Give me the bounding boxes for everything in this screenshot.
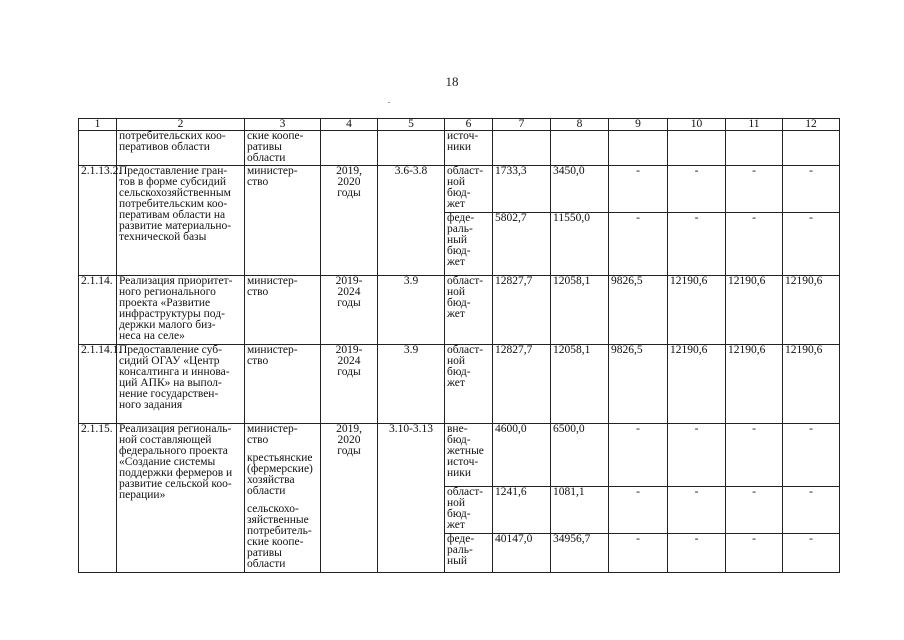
name-line: сидий ОГАУ «Центр: [119, 355, 220, 367]
source-line: жет: [447, 198, 465, 210]
executor-cell: [245, 166, 321, 276]
name-line: сельскохозяйственным: [119, 187, 231, 199]
value-cell: 4600,0: [493, 424, 551, 487]
name-line: «Создание системы: [119, 456, 216, 468]
name-line: Реализация приоритет-: [119, 275, 233, 287]
value-cell: -: [609, 424, 668, 487]
code-cell: 2.1.14.1.: [79, 345, 117, 424]
name-line: тов в форме субсидий: [119, 176, 227, 188]
name-line: ной составляющей: [119, 434, 212, 446]
name-line: потребительским коо-: [119, 198, 228, 210]
name-line: федерального проекта: [119, 445, 228, 457]
code-cell: 2.1.14.: [79, 276, 117, 345]
executor-line: ство: [247, 355, 269, 367]
name-line: инфраструктуры под-: [119, 308, 225, 320]
header-cell: 4: [321, 119, 378, 131]
source-line: бюд-: [447, 434, 471, 446]
source-line: ники: [447, 467, 472, 479]
name-line: неса на селе»: [119, 330, 185, 342]
years-line: 2019,: [336, 423, 362, 435]
value-cell: -: [609, 166, 668, 213]
name-line: развитие материально-: [119, 220, 232, 232]
value-cell: 34956,7: [551, 534, 609, 573]
source-line: ники: [447, 141, 472, 153]
value-cell: -: [783, 213, 840, 276]
name-line: развитие сельской коо-: [119, 478, 232, 490]
source-line: област-: [447, 275, 484, 287]
value-cell: -: [609, 534, 668, 573]
source-line: жетные: [447, 445, 484, 457]
executor-line: ские коопе-: [247, 536, 304, 548]
source-cell: [445, 487, 493, 534]
executor-line: министер-: [247, 344, 298, 356]
value-cell: 12827,7: [493, 276, 551, 345]
program-table: [78, 118, 840, 573]
source-line: ный: [447, 234, 468, 246]
value-cell: 9826,5: [609, 345, 668, 424]
name-line: проекта «Развитие: [119, 297, 211, 309]
source-line: област-: [447, 486, 484, 498]
name-line: держки малого биз-: [119, 319, 216, 331]
header-cell: 6: [445, 119, 493, 131]
value-cell: 12190,6: [783, 345, 840, 424]
value-cell: 12190,6: [726, 345, 783, 424]
value-cell: -: [783, 534, 840, 573]
executor-line: ские коопе-: [247, 130, 304, 142]
executor-line: министер-: [247, 275, 298, 287]
name-line: ного регионального: [119, 286, 216, 298]
indicator-cell: 3.9: [378, 345, 445, 424]
name-line: потребительских коо-: [119, 130, 226, 142]
years-line: годы: [337, 366, 361, 378]
name-cell: [117, 131, 245, 166]
table-row-continuation: [79, 131, 840, 166]
value-cell: 12190,6: [726, 276, 783, 345]
source-line: бюд-: [447, 508, 471, 520]
value-cell: -: [668, 166, 726, 213]
code-cell: [79, 131, 117, 166]
value-cell: [493, 131, 551, 166]
executor-line: сельскохо-: [247, 503, 299, 515]
executor-cell: [245, 276, 321, 345]
executor-line: ративы: [247, 547, 282, 559]
table-row-2-1-14-1: [79, 345, 840, 424]
source-line: раль-: [447, 223, 473, 235]
value-cell: -: [726, 213, 783, 276]
source-line: вне-: [447, 423, 468, 435]
executor-line: ративы: [247, 141, 282, 153]
value-cell: 12058,1: [551, 276, 609, 345]
executor-line: области: [247, 152, 286, 164]
name-line: поддержки фермеров и: [119, 467, 233, 479]
name-line: Предоставление гран-: [119, 165, 228, 177]
name-line: ного задания: [119, 399, 183, 411]
value-cell: -: [783, 487, 840, 534]
table-row-2-1-14: [79, 276, 840, 345]
name-cell: [117, 276, 245, 345]
years-cell: [321, 424, 378, 573]
executor-line: министер-: [247, 165, 298, 177]
executor-line: области: [247, 558, 286, 570]
source-line: бюд-: [447, 187, 471, 199]
source-cell: [445, 213, 493, 276]
years-line: 2020: [337, 434, 361, 446]
years-line: 2024: [337, 355, 361, 367]
source-line: жет: [447, 377, 465, 389]
value-cell: 12190,6: [783, 276, 840, 345]
executor-line: ство: [247, 434, 269, 446]
value-cell: 1733,3: [493, 166, 551, 213]
indicator-cell: 3.9: [378, 276, 445, 345]
value-cell: -: [609, 213, 668, 276]
value-cell: -: [668, 487, 726, 534]
source-cell: [445, 424, 493, 487]
value-cell: 5802,7: [493, 213, 551, 276]
source-line: жет: [447, 256, 465, 268]
value-cell: 12058,1: [551, 345, 609, 424]
source-line: жет: [447, 308, 465, 320]
header-cell: 1: [79, 119, 117, 131]
name-line: Реализация региональ-: [119, 423, 232, 435]
name-line: технической базы: [119, 231, 207, 243]
executor-cell: [245, 345, 321, 424]
executor-line: области: [247, 485, 286, 497]
source-line: источ-: [447, 456, 479, 468]
value-cell: 12190,6: [668, 345, 726, 424]
source-line: ной: [447, 286, 466, 298]
value-cell: [668, 131, 726, 166]
source-line: ный: [447, 555, 468, 567]
header-cell: 5: [378, 119, 445, 131]
value-cell: -: [609, 487, 668, 534]
value-cell: 1081,1: [551, 487, 609, 534]
indicator-cell: 3.6-3.8: [378, 166, 445, 276]
value-cell: -: [726, 424, 783, 487]
source-line: раль-: [447, 544, 473, 556]
header-cell: 8: [551, 119, 609, 131]
executor-cell: [245, 131, 321, 166]
years-line: годы: [337, 187, 361, 199]
value-cell: -: [726, 487, 783, 534]
name-line: ций АПК» на выпол-: [119, 377, 222, 389]
indicator-cell: [378, 131, 445, 166]
source-line: ной: [447, 497, 466, 509]
name-line: перативам области на: [119, 209, 226, 221]
header-row: [79, 119, 840, 131]
name-line: консалтинга и иннова-: [119, 366, 230, 378]
name-line: Предоставление суб-: [119, 344, 222, 356]
executor-line: потребитель-: [247, 525, 312, 537]
name-line: перативов области: [119, 141, 210, 153]
header-cell: 2: [117, 119, 245, 131]
code-cell: 2.1.13.2.: [79, 166, 117, 276]
value-cell: 12827,7: [493, 345, 551, 424]
source-line: феде-: [447, 212, 475, 224]
years-line: 2024: [337, 286, 361, 298]
value-cell: [783, 131, 840, 166]
source-cell: [445, 276, 493, 345]
name-cell: [117, 424, 245, 573]
header-cell: 7: [493, 119, 551, 131]
executor-line: зяйственные: [247, 514, 309, 526]
header-cell: 11: [726, 119, 783, 131]
scan-speck: [388, 102, 390, 103]
value-cell: 11550,0: [551, 213, 609, 276]
header-cell: 3: [245, 119, 321, 131]
value-cell: -: [668, 534, 726, 573]
years-line: годы: [337, 297, 361, 309]
source-line: феде-: [447, 533, 475, 545]
table-row-2-1-13-2: [79, 166, 840, 213]
value-cell: -: [783, 166, 840, 213]
header-cell: 9: [609, 119, 668, 131]
page-number: 18: [445, 74, 459, 89]
source-cell: [445, 131, 493, 166]
source-line: бюд-: [447, 245, 471, 257]
source-line: бюд-: [447, 297, 471, 309]
source-line: бюд-: [447, 366, 471, 378]
value-cell: -: [668, 213, 726, 276]
table-row-2-1-15: [79, 424, 840, 487]
source-line: жет: [447, 519, 465, 531]
value-cell: -: [726, 534, 783, 573]
source-line: ной: [447, 355, 466, 367]
executor-cell: [245, 424, 321, 573]
years-cell: [321, 276, 378, 345]
name-cell: [117, 345, 245, 424]
value-cell: 6500,0: [551, 424, 609, 487]
executor-line: хозяйства: [247, 474, 295, 486]
value-cell: [726, 131, 783, 166]
executor-line: ство: [247, 176, 269, 188]
value-cell: 9826,5: [609, 276, 668, 345]
indicator-cell: 3.10-3.13: [378, 424, 445, 573]
header-cell: 12: [783, 119, 840, 131]
years-line: годы: [337, 445, 361, 457]
value-cell: -: [668, 424, 726, 487]
source-cell: [445, 345, 493, 424]
years-cell: [321, 166, 378, 276]
source-line: ной: [447, 176, 466, 188]
executor-line: министер-: [247, 423, 298, 435]
name-line: нение государствен-: [119, 388, 219, 400]
source-line: област-: [447, 344, 484, 356]
source-line: источ-: [447, 130, 479, 142]
years-line: 2020: [337, 176, 361, 188]
executor-line: крестьянские: [247, 452, 313, 464]
source-cell: [445, 166, 493, 213]
name-cell: [117, 166, 245, 276]
value-cell: [551, 131, 609, 166]
years-line: 2019-: [335, 344, 363, 356]
value-cell: 1241,6: [493, 487, 551, 534]
years-line: 2019,: [336, 165, 362, 177]
executor-line: ство: [247, 286, 269, 298]
source-line: област-: [447, 165, 484, 177]
value-cell: 12190,6: [668, 276, 726, 345]
value-cell: 3450,0: [551, 166, 609, 213]
executor-line: (фермерские): [247, 463, 313, 475]
value-cell: -: [726, 166, 783, 213]
code-cell: 2.1.15.: [79, 424, 117, 573]
years-cell: [321, 345, 378, 424]
name-line: перации»: [119, 489, 166, 501]
source-cell: [445, 534, 493, 573]
value-cell: [609, 131, 668, 166]
years-cell: [321, 131, 378, 166]
years-line: 2019-: [335, 275, 363, 287]
value-cell: -: [783, 424, 840, 487]
value-cell: 40147,0: [493, 534, 551, 573]
header-cell: 10: [668, 119, 726, 131]
